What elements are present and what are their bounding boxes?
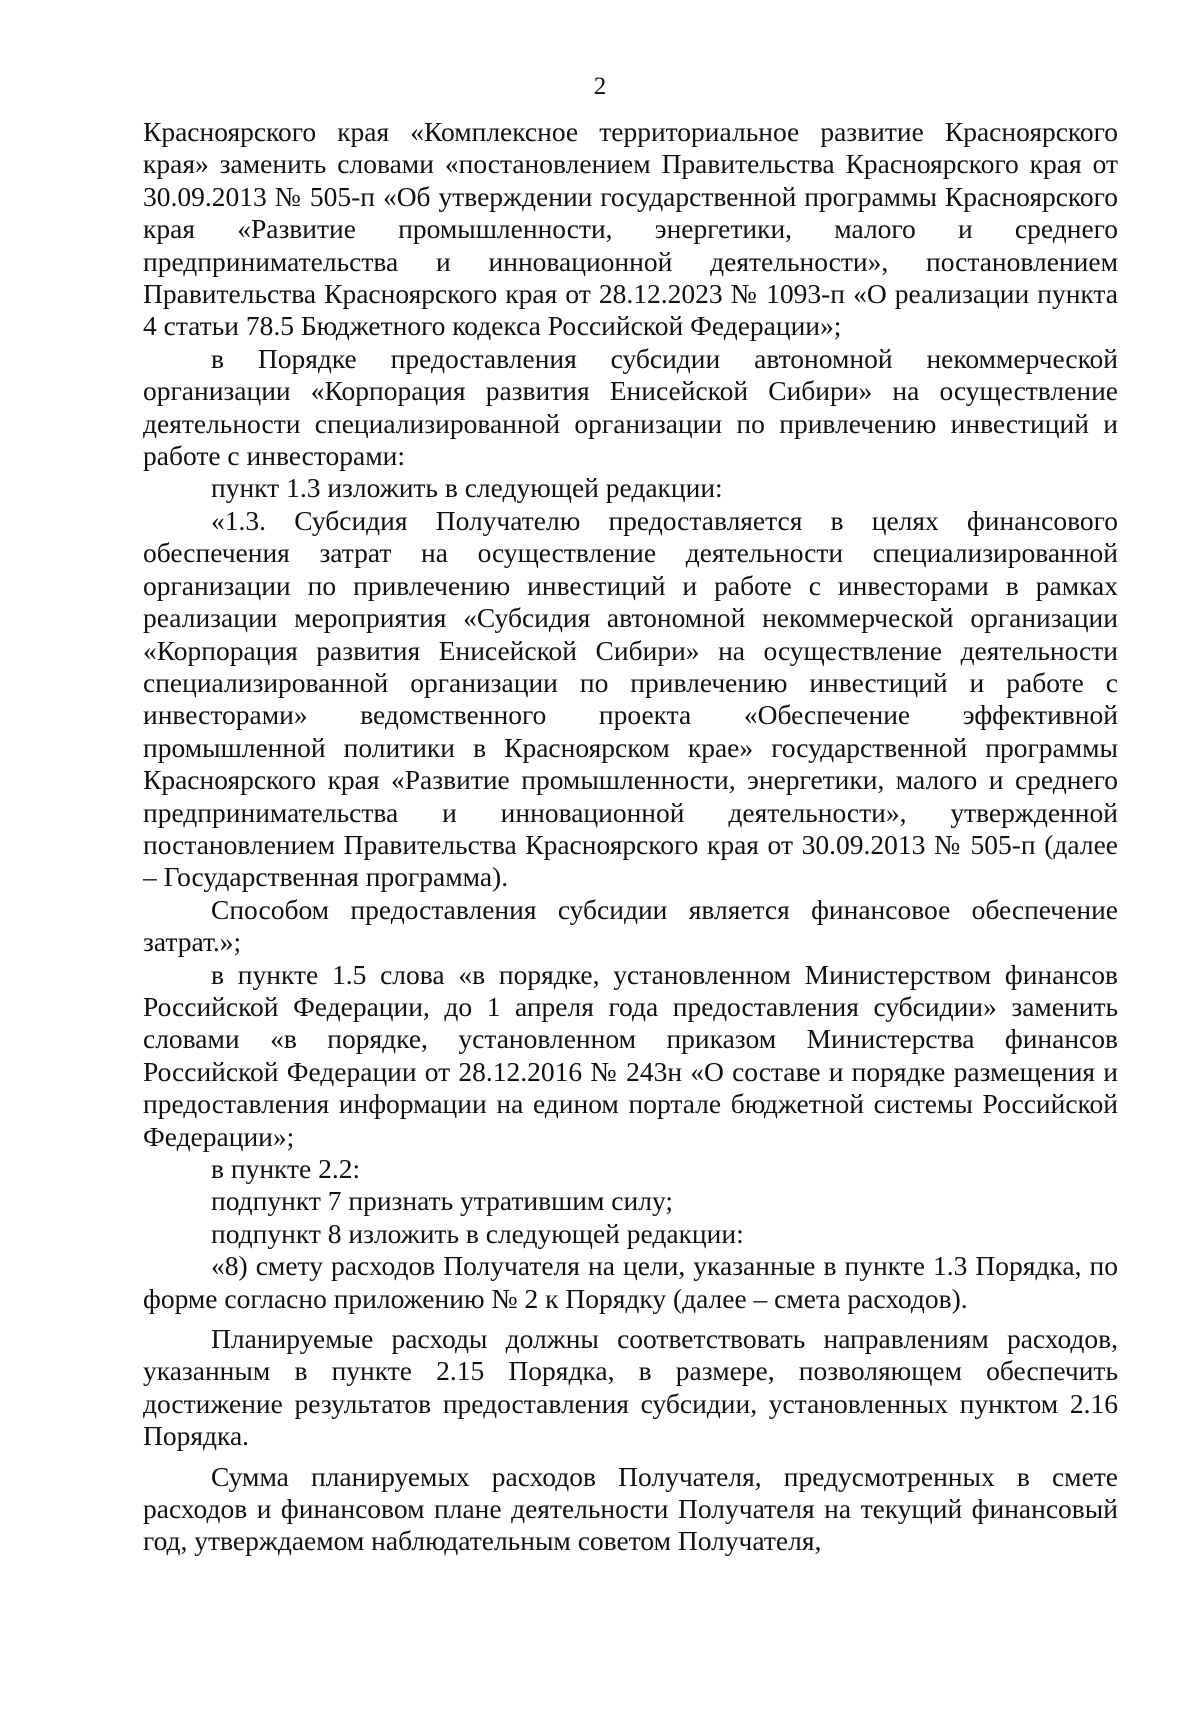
paragraph-subitem-8-text: «8) смету расходов Получателя на цели, указанные в пункте 1.3 Порядка, по форме согласно приложению № 2 к Порядку (далее – смета расходов). <box>143 1250 1118 1314</box>
paragraph-continuation: Красноярского края «Комплексное территориальное развитие Красноярского края» заменить словами «постановлением Правительства Красноярского края от 30.09.2013 № 505-п «Об утверждении государственной программы Красноярского края «Развитие промышленности, энергетики, малого и среднего предпринимательства и инновационной деятельности», постановлением Правительства Красноярского края от 28.12.2023 № 1093-п «О реализации пункта 4 статьи 78.5 Бюджетного кодекса Российской Федерации»; <box>143 116 1118 342</box>
paragraph-subitem-8-heading: подпункт 8 изложить в следующей редакции: <box>211 1217 744 1249</box>
paragraph-expenses-sum: Сумма планируемых расходов Получателя, предусмотренных в смете расходов и финансовом плане деятельности Получателя на текущий финансовый год, утверждаемом наблюдательным советом Получателя, <box>143 1460 1118 1557</box>
paragraph-item-1-3-text: «1.3. Субсидия Получателю предоставляется в целях финансового обеспечения затрат на осуществление деятельности специализированной организации по привлечению инвестиций и работе с инвесторами в рамках реализации мероприятия «Субсидия автономной некоммерческой организации «Корпорация развития Енисейской Сибири» на осуществление деятельности специализированной организации по привлечению инвестиций и работе с инвесторами» ведомственного проекта «Обеспечение эффективной промышленной политики в Красноярском крае» государственной программы Красноярского края «Развитие промышленности, энергетики, малого и среднего предпринимательства и инновационной деятельности», утвержденной постановлением Правительства Красноярского края от 30.09.2013 № 505-п (далее – Государственная программа). <box>143 504 1118 893</box>
paragraph-item-2-2: в пункте 2.2: <box>211 1153 361 1184</box>
paragraph-subsidy-method: Способом предоставления субсидии является финансовое обеспечение затрат.»; <box>143 893 1118 958</box>
paragraph-subitem-7: подпункт 7 признать утратившим силу; <box>211 1185 673 1217</box>
paragraph-item-1-5: в пункте 1.5 слова «в порядке, установленном Министерством финансов Российской Федерации, до 1 апреля года предоставления субсидии» заменить словами «в порядке, установленном приказом Министерства финансов Российской Федерации от 28.12.2016 № 243н «О составе и порядке размещения и предоставления информации на едином портале бюджетной системы Российской Федерации»; <box>143 958 1118 1152</box>
paragraph-planned-expenses: Планируемые расходы должны соответствовать направлениям расходов, указанным в пункте 2.15 Порядка, в размере, позволяющем обеспечить достижение результатов предоставления субсидии, установленных пунктом 2.16 Порядка. <box>143 1323 1118 1452</box>
paragraph-order-intro: в Порядке предоставления субсидии автономной некоммерческой организации «Корпорация развития Енисейской Сибири» на осуществление деятельности специализированной организации по привлечению инвестиций и работе с инвесторами: <box>143 342 1118 472</box>
paragraph-item-1-3-heading: пункт 1.3 изложить в следующей редакции: <box>211 472 723 504</box>
page-number: 2 <box>593 73 607 100</box>
document-body <box>143 116 1118 1558</box>
